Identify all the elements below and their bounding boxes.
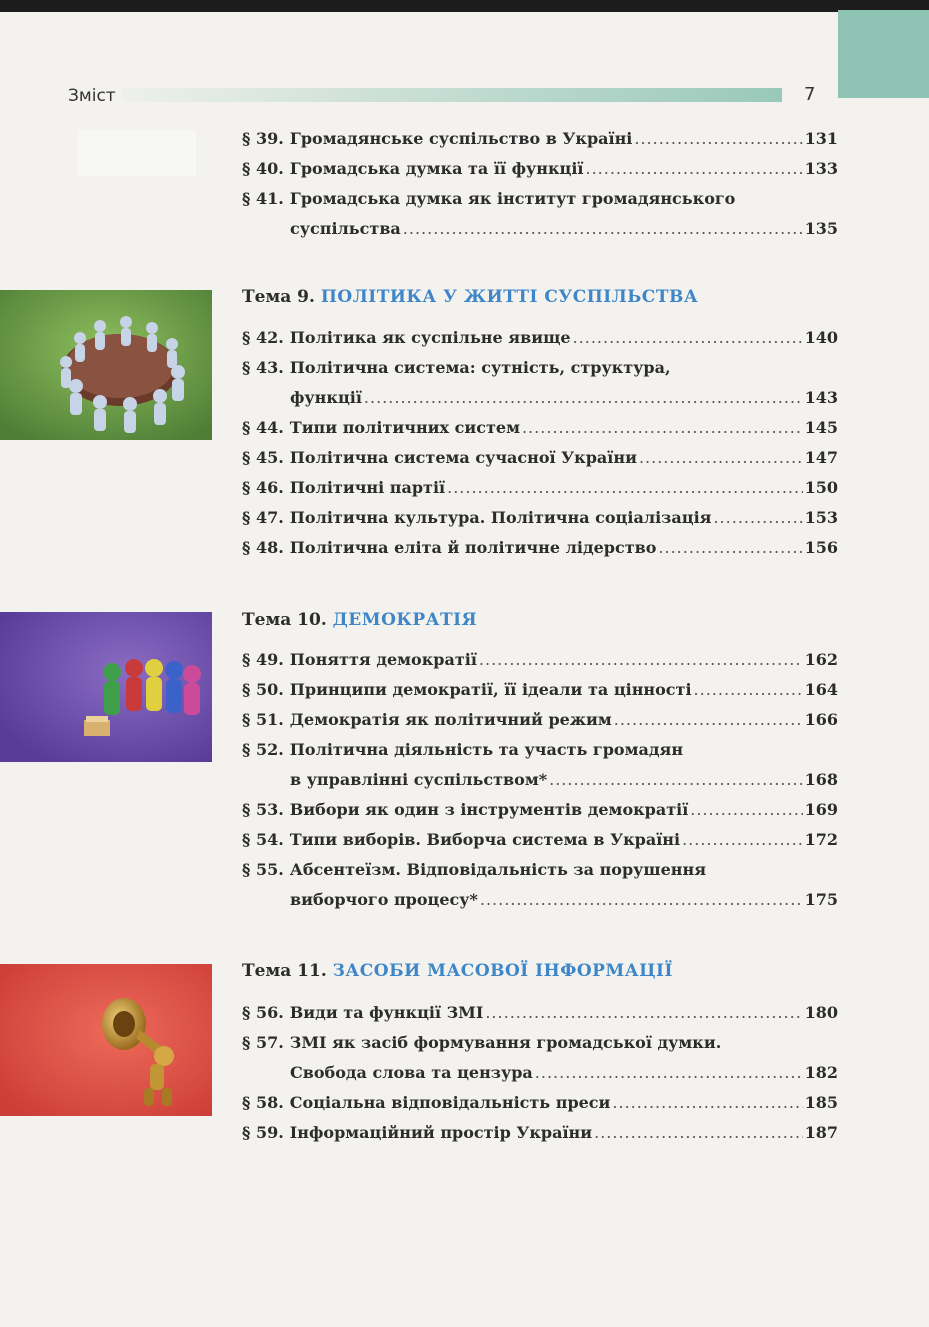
toc-number: § 58.: [242, 1093, 284, 1112]
toc-number: § 40.: [242, 159, 284, 178]
topic11-thumbnail: [0, 964, 212, 1116]
toc-entry-40[interactable]: [242, 159, 838, 185]
toc-page: 182: [804, 1063, 838, 1082]
toc-entry-57-cont[interactable]: [290, 1063, 838, 1089]
toc-entry-43-cont[interactable]: [290, 388, 838, 414]
toc-title: Типи виборів. Виборча система в Україні: [289, 830, 681, 849]
toc-number: § 49.: [242, 650, 284, 669]
toc-leader: [612, 1093, 802, 1112]
golden-gramophone-icon: [0, 964, 212, 1116]
toc-leader: [614, 710, 803, 729]
toc-entry-41[interactable]: [242, 189, 838, 215]
chapter-corner-tab: [838, 10, 929, 98]
toc-title: Принципи демократії, її ідеали та цінності: [289, 680, 692, 699]
toc-leader: [639, 448, 803, 467]
toc-page: 147: [804, 448, 838, 467]
toc-title: Види та функції ЗМІ: [289, 1003, 484, 1022]
toc-number: § 41.: [242, 189, 284, 208]
toc-leader: [594, 1123, 802, 1142]
toc-title: Політичні партії: [289, 478, 446, 497]
toc-page: 164: [804, 680, 838, 699]
toc-number: § 54.: [242, 830, 284, 849]
page-number: 7: [804, 84, 816, 105]
toc-title-cont: суспільства: [290, 219, 401, 238]
toc-number: § 52.: [242, 740, 284, 759]
people-voting-line-icon: [0, 612, 212, 762]
toc-entry-51[interactable]: [242, 710, 838, 736]
toc-leader: [586, 159, 803, 178]
toc-page: 150: [804, 478, 838, 497]
toc-page: 187: [804, 1123, 838, 1142]
toc-title: Політична діяльність та участь громадян: [289, 740, 684, 759]
toc-page: 166: [804, 710, 838, 729]
toc-entry-50[interactable]: [242, 680, 838, 706]
toc-leader: [447, 478, 802, 497]
toc-leader: [549, 770, 802, 789]
toc-leader: [682, 830, 803, 849]
toc-number: § 55.: [242, 860, 284, 879]
topic-name: ПОЛІТИКА У ЖИТТІ СУСПІЛЬСТВА: [320, 287, 699, 307]
toc-entry-58[interactable]: [242, 1093, 838, 1119]
topic10-heading[interactable]: [242, 610, 477, 630]
toc-entry-55-cont[interactable]: [290, 890, 838, 916]
toc-page: 143: [804, 388, 838, 407]
toc-title: Інформаційний простір України: [289, 1123, 593, 1142]
toc-entry-42[interactable]: [242, 328, 838, 354]
toc-title: Політика як суспільне явище: [289, 328, 571, 347]
toc-title: Типи політичних систем: [289, 418, 520, 437]
toc-title: Політична еліта й політичне лідерство: [289, 538, 657, 557]
toc-leader: [535, 1063, 803, 1082]
toc-leader: [658, 538, 802, 557]
toc-entry-53[interactable]: [242, 800, 838, 826]
toc-page: 140: [804, 328, 838, 347]
topic9-thumbnail: [0, 290, 212, 440]
faint-decoration: [78, 130, 196, 176]
topic9-heading[interactable]: [242, 287, 698, 307]
toc-entry-55[interactable]: [242, 860, 838, 886]
toc-title: Абсентеїзм. Відповідальність за порушення: [289, 860, 707, 879]
toc-leader: [690, 800, 802, 819]
toc-leader: [634, 129, 802, 148]
toc-leader: [479, 650, 803, 669]
header-stripe: [122, 88, 782, 102]
toc-title-cont: виборчого процесу*: [290, 890, 478, 909]
toc-leader: [573, 328, 803, 347]
toc-entry-57[interactable]: [242, 1033, 838, 1059]
toc-number: § 59.: [242, 1123, 284, 1142]
topic11-heading[interactable]: [242, 961, 673, 981]
toc-title: Громадська думка та її функції: [289, 159, 584, 178]
toc-title-cont: в управлінні суспільством*: [290, 770, 548, 789]
topic10-thumbnail: [0, 612, 212, 762]
toc-entry-48[interactable]: [242, 538, 838, 564]
toc-page: 185: [804, 1093, 838, 1112]
toc-leader: [694, 680, 803, 699]
toc-title: Політична система сучасної України: [289, 448, 637, 467]
toc-title: Демократія як політичний режим: [289, 710, 612, 729]
toc-title: Політична культура. Політична соціалізація: [289, 508, 712, 527]
toc-entry-52[interactable]: [242, 740, 838, 766]
toc-entry-45[interactable]: [242, 448, 838, 474]
toc-entry-44[interactable]: [242, 418, 838, 444]
toc-title: ЗМІ як засіб формування громадської думки.: [289, 1033, 722, 1052]
toc-leader: [480, 890, 803, 909]
toc-page: 145: [804, 418, 838, 437]
topic-label: Тема 10.: [242, 610, 327, 630]
toc-title: Політична система: сутність, структура,: [289, 358, 671, 377]
toc-page: 153: [804, 508, 838, 527]
toc-number: § 43.: [242, 358, 284, 377]
toc-title-cont: функції: [290, 388, 362, 407]
toc-entry-56[interactable]: [242, 1003, 838, 1029]
toc-number: § 45.: [242, 448, 284, 467]
toc-number: § 44.: [242, 418, 284, 437]
toc-entry-54[interactable]: [242, 830, 838, 856]
toc-entry-43[interactable]: [242, 358, 838, 384]
toc-number: § 57.: [242, 1033, 284, 1052]
toc-title: Громадянське суспільство в Україні: [289, 129, 633, 148]
toc-page: 133: [804, 159, 838, 178]
toc-number: § 50.: [242, 680, 284, 699]
toc-title-cont: Свобода слова та цензура: [290, 1063, 533, 1082]
toc-title: Поняття демократії: [289, 650, 477, 669]
toc-page: 172: [804, 830, 838, 849]
toc-leader: [713, 508, 802, 527]
toc-leader: [485, 1003, 802, 1022]
people-round-table-icon: [0, 290, 212, 440]
topic-label: Тема 11.: [242, 961, 327, 981]
toc-number: § 47.: [242, 508, 284, 527]
toc-entry-47[interactable]: [242, 508, 838, 534]
topic-name: ДЕМОКРАТІЯ: [332, 610, 478, 630]
toc-entry-59[interactable]: [242, 1123, 838, 1149]
toc-page: 162: [804, 650, 838, 669]
toc-number: § 46.: [242, 478, 284, 497]
toc-page: 180: [804, 1003, 838, 1022]
toc-number: § 42.: [242, 328, 284, 347]
toc-number: § 51.: [242, 710, 284, 729]
toc-page: 131: [804, 129, 838, 148]
toc-title: Соціальна відповідальність преси: [289, 1093, 611, 1112]
toc-entry-41-cont[interactable]: [290, 219, 838, 245]
toc-number: § 53.: [242, 800, 284, 819]
toc-number: § 56.: [242, 1003, 284, 1022]
toc-leader: [364, 388, 803, 407]
toc-entry-49[interactable]: [242, 650, 838, 676]
toc-entry-52-cont[interactable]: [290, 770, 838, 796]
toc-number: § 39.: [242, 129, 284, 148]
toc-title: Вибори як один з інструментів демократії: [289, 800, 689, 819]
toc-page: 156: [804, 538, 838, 557]
topic-label: Тема 9.: [242, 287, 315, 307]
toc-entry-46[interactable]: [242, 478, 838, 504]
toc-page: 169: [804, 800, 838, 819]
toc-title: Громадська думка як інститут громадянського: [289, 189, 736, 208]
toc-page: 135: [804, 219, 838, 238]
toc-leader: [403, 219, 803, 238]
toc-page: 175: [804, 890, 838, 909]
toc-page: 168: [804, 770, 838, 789]
top-edge: [0, 0, 929, 12]
topic-name: ЗАСОБИ МАСОВОЇ ІНФОРМАЦІЇ: [332, 961, 673, 981]
toc-entry-39[interactable]: [242, 129, 838, 155]
toc-leader: [522, 418, 803, 437]
toc-number: § 48.: [242, 538, 284, 557]
running-header-label: Зміст: [68, 86, 116, 106]
